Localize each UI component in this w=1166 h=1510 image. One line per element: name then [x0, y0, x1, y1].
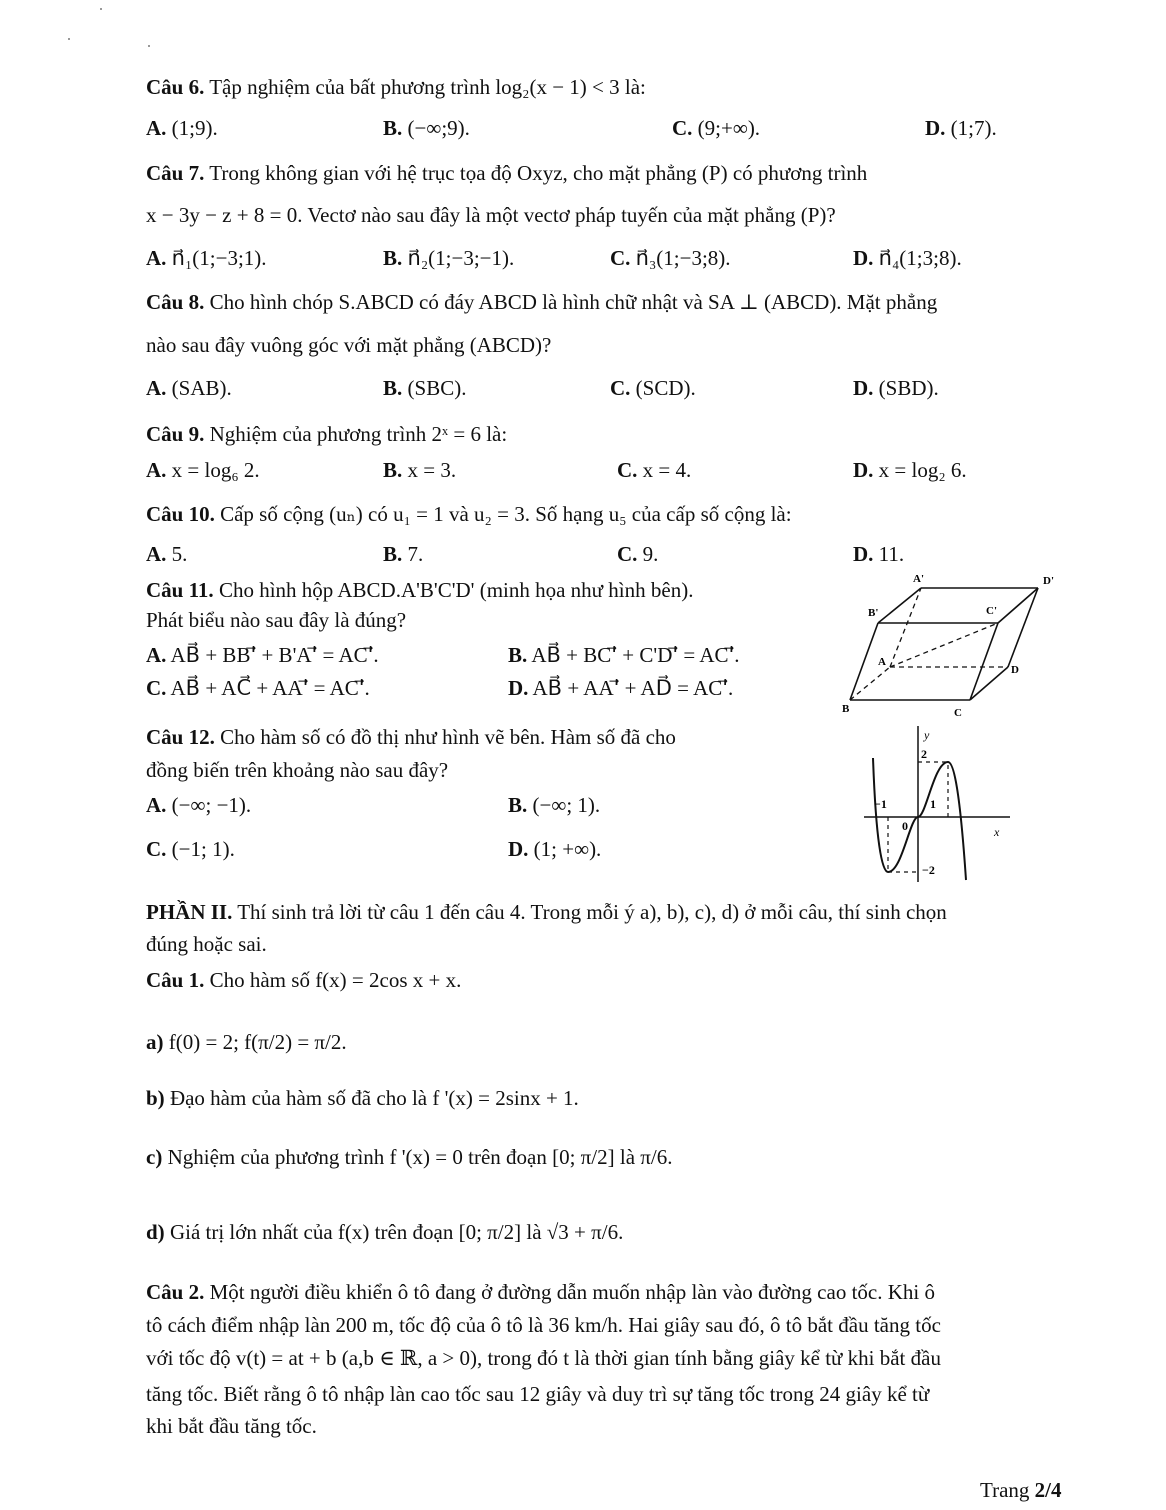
q7-option-a[interactable]	[146, 246, 267, 271]
q12-option-a[interactable]	[146, 793, 251, 818]
option-label: A.	[146, 246, 167, 270]
q11-option-c[interactable]	[146, 676, 370, 701]
q6-option-d[interactable]	[925, 116, 997, 141]
q10-option-b[interactable]	[383, 542, 423, 567]
part2-text-1: Thí sinh trả lời từ câu 1 đến câu 4. Trong mỗi ý a), b), c), d) ở mỗi câu, thí sinh chọn	[237, 900, 947, 924]
q12-stem-line1	[146, 725, 676, 750]
q8-stem-line1	[146, 290, 937, 315]
label-d: D	[1011, 664, 1019, 676]
option-text: (−∞; 1).	[532, 793, 601, 817]
q9-option-b[interactable]	[383, 458, 456, 483]
option-text: n⃗₁(1;−3;1).	[171, 246, 267, 270]
q10-stem	[146, 502, 792, 527]
q10-option-d[interactable]	[853, 542, 904, 567]
q12-option-c[interactable]	[146, 837, 235, 862]
option-label: D.	[925, 116, 946, 140]
p2q1-stem	[146, 968, 461, 993]
option-label: D.	[508, 837, 529, 861]
statement-text: f(0) = 2; f(π/2) = π/2.	[168, 1030, 347, 1054]
q6-label: Câu 6.	[146, 75, 205, 99]
option-label: C.	[672, 116, 693, 140]
statement-label: b)	[146, 1086, 165, 1110]
option-label: B.	[508, 793, 528, 817]
q6-text: Tập nghiệm của bất phương trình log₂(x − 1) < 3 là:	[209, 75, 646, 99]
option-text: (SBD).	[878, 376, 939, 400]
statement-label: d)	[146, 1220, 165, 1244]
option-text: (1; +∞).	[533, 837, 602, 861]
page-number: 2/4	[1034, 1478, 1062, 1502]
option-text: x = log₂ 6.	[878, 458, 967, 482]
q11-stem-line1	[146, 578, 693, 603]
cubic-curve	[873, 758, 966, 880]
option-text: AB⃗ + AC⃗ + AA'⃗ = AC'⃗.	[170, 676, 370, 700]
p2q1-text: Cho hàm số f(x) = 2cos x + x.	[209, 968, 462, 992]
q8-option-a[interactable]	[146, 376, 232, 401]
option-text: (−∞;9).	[407, 116, 470, 140]
q11-label: Câu 11.	[146, 578, 214, 602]
statement-label: c)	[146, 1145, 163, 1169]
q7-option-b[interactable]	[383, 246, 514, 271]
p2q1-statement-d[interactable]	[146, 1220, 623, 1245]
option-text: n⃗₄(1;3;8).	[878, 246, 962, 270]
edge-d1-d	[1008, 588, 1038, 667]
option-label: C.	[146, 676, 167, 700]
option-label: C.	[146, 837, 167, 861]
option-text: n⃗₂(1;−3;−1).	[407, 246, 515, 270]
p2q1-statement-c[interactable]	[146, 1145, 672, 1170]
q7-text-1: Trong không gian với hệ trục tọa độ Oxyz, cho mặt phẳng (P) có phương trình	[209, 161, 868, 185]
option-label: A.	[146, 643, 167, 667]
option-text: (SCD).	[635, 376, 696, 400]
label-one: 1	[930, 797, 936, 811]
label-minus-one: −1	[874, 797, 887, 811]
option-label: D.	[508, 676, 529, 700]
option-text: AB⃗ + BC'⃗ + C'D'⃗ = AC'⃗.	[531, 643, 740, 667]
q8-text-1: Cho hình chóp S.ABCD có đáy ABCD là hình chữ nhật và SA ⊥ (ABCD). Mặt phẳng	[209, 290, 938, 314]
option-label: B.	[383, 116, 403, 140]
q9-option-a[interactable]	[146, 458, 260, 483]
option-label: A.	[146, 376, 167, 400]
p2q2-line1	[146, 1280, 935, 1305]
label-two: 2	[921, 747, 927, 761]
option-label: D.	[853, 542, 874, 566]
q8-option-d[interactable]	[853, 376, 939, 401]
part2-line2: đúng hoặc sai.	[146, 932, 267, 956]
part2-line1	[146, 900, 947, 925]
q6-stem	[146, 75, 646, 100]
q7-option-c[interactable]	[610, 246, 731, 271]
option-text: (−1; 1).	[171, 837, 235, 861]
q9-text: Nghiệm của phương trình 2ˣ = 6 là:	[209, 422, 508, 446]
part2-label: PHẦN II.	[146, 900, 233, 924]
p2q2-text-1: Một người điều khiển ô tô đang ở đường dẫn muốn nhập làn vào đường cao tốc. Khi ô	[209, 1280, 935, 1304]
label-a: A	[878, 656, 886, 668]
label-b1: B'	[868, 607, 879, 619]
label-minus-two: −2	[922, 863, 935, 877]
option-label: C.	[617, 458, 638, 482]
option-label: A.	[146, 542, 167, 566]
footer-text: Trang	[980, 1478, 1035, 1502]
diagonal-a-c1	[890, 623, 998, 667]
q9-option-c[interactable]	[617, 458, 691, 483]
option-label: B.	[383, 376, 403, 400]
option-label: B.	[508, 643, 528, 667]
p2q1-statement-b[interactable]	[146, 1086, 579, 1111]
p2q2-line5: khi bắt đầu tăng tốc.	[146, 1414, 317, 1438]
option-text: (1;7).	[950, 116, 997, 140]
label-y: y	[924, 728, 930, 742]
q9-option-d[interactable]	[853, 458, 967, 483]
option-label: A.	[146, 793, 167, 817]
option-text: AB⃗ + BB'⃗ + B'A'⃗ = AC'⃗.	[170, 643, 379, 667]
page-footer	[980, 1478, 1062, 1503]
option-text: x = 3.	[407, 458, 457, 482]
option-label: C.	[610, 376, 631, 400]
option-text: (1;9).	[171, 116, 218, 140]
statement-text: Giá trị lớn nhất của f(x) trên đoạn [0; π/2] là √3 + π/6.	[169, 1220, 624, 1244]
p2q2-line4: tăng tốc. Biết rằng ô tô nhập làn cao tốc sau 12 giây và duy trì sự tăng tốc trong 24 giây kể từ	[146, 1382, 930, 1406]
label-d1: D'	[1043, 575, 1054, 587]
option-label: D.	[853, 376, 874, 400]
option-text: x = log₆ 2.	[171, 458, 260, 482]
option-label: A.	[146, 116, 167, 140]
q7-option-d[interactable]	[853, 246, 962, 271]
label-c1: C'	[986, 605, 997, 617]
q7-label: Câu 7.	[146, 161, 205, 185]
option-label: B.	[383, 458, 403, 482]
option-label: B.	[383, 246, 403, 270]
label-c: C	[954, 707, 962, 719]
option-label: C.	[610, 246, 631, 270]
q12-stem-line2: đồng biến trên khoảng nào sau đây?	[146, 758, 449, 782]
parallelepiped-figure	[838, 568, 1068, 728]
p2q2-line3: với tốc độ v(t) = at + b (a,b ∈ ℝ, a > 0), trong đó t là thời gian tính bằng giây kể từ khi bắt đầu	[146, 1346, 941, 1370]
option-text: (SBC).	[407, 376, 467, 400]
q6-option-c[interactable]	[672, 116, 760, 141]
q11-option-b[interactable]	[508, 643, 740, 668]
p2q2-label: Câu 2.	[146, 1280, 205, 1304]
option-text: 5.	[171, 542, 188, 566]
option-label: D.	[853, 458, 874, 482]
q12-option-d[interactable]	[508, 837, 601, 862]
statement-text: Nghiệm của phương trình f '(x) = 0 trên đoạn [0; π/2] là π/6.	[167, 1145, 673, 1169]
q12-label: Câu 12.	[146, 725, 215, 749]
q8-option-b[interactable]	[383, 376, 466, 401]
label-a1: A'	[913, 573, 924, 585]
p2q1-label: Câu 1.	[146, 968, 205, 992]
statement-text: Đạo hàm của hàm số đã cho là f '(x) = 2sinx + 1.	[169, 1086, 579, 1110]
option-text: (−∞; −1).	[171, 793, 252, 817]
scan-speck	[68, 38, 70, 40]
option-label: B.	[383, 542, 403, 566]
cubic-graph-figure	[860, 722, 1020, 887]
label-zero: 0	[902, 819, 908, 833]
q11-stem-line2: Phát biểu nào sau đây là đúng?	[146, 608, 407, 632]
q7-stem-line2: x − 3y − z + 8 = 0. Vectơ nào sau đây là một vectơ pháp tuyến của mặt phẳng (P)?	[146, 203, 836, 227]
q12-option-b[interactable]	[508, 793, 600, 818]
q11-option-a[interactable]	[146, 643, 379, 668]
q10-option-c[interactable]	[617, 542, 658, 567]
q9-stem	[146, 422, 507, 447]
p2q1-statement-a[interactable]	[146, 1030, 347, 1055]
option-text: (9;+∞).	[697, 116, 761, 140]
option-text: AB⃗ + AA'⃗ + AD⃗ = AC'⃗.	[532, 676, 734, 700]
q10-label: Câu 10.	[146, 502, 215, 526]
option-text: 11.	[878, 542, 905, 566]
option-label: D.	[853, 246, 874, 270]
option-text: (SAB).	[171, 376, 232, 400]
option-label: C.	[617, 542, 638, 566]
option-label: A.	[146, 458, 167, 482]
option-text: x = 4.	[642, 458, 692, 482]
q11-text-1: Cho hình hộp ABCD.A'B'C'D' (minh họa như hình bên).	[218, 578, 694, 602]
p2q2-line2: tô cách điểm nhập làn 200 m, tốc độ của ô tô là 36 km/h. Hai giây sau đó, ô tô bắt đầu tăng tốc	[146, 1313, 941, 1337]
scan-speck	[148, 45, 150, 47]
q8-label: Câu 8.	[146, 290, 205, 314]
q7-stem-line1	[146, 161, 867, 186]
q11-option-d[interactable]	[508, 676, 733, 701]
scan-speck	[100, 8, 102, 10]
q6-option-a[interactable]	[146, 116, 218, 141]
option-text: n⃗₃(1;−3;8).	[635, 246, 731, 270]
label-x: x	[994, 825, 1000, 839]
option-text: 9.	[642, 542, 659, 566]
option-text: 7.	[407, 542, 424, 566]
q6-option-b[interactable]	[383, 116, 470, 141]
q8-stem-line2: nào sau đây vuông góc với mặt phẳng (ABCD)?	[146, 333, 552, 357]
q8-option-c[interactable]	[610, 376, 696, 401]
q10-text: Cấp số cộng (uₙ) có u₁ = 1 và u₂ = 3. Số hạng u₅ của cấp số cộng là:	[220, 502, 792, 526]
q12-text-1: Cho hàm số có đồ thị như hình vẽ bên. Hàm số đã cho	[220, 725, 676, 749]
statement-label: a)	[146, 1030, 164, 1054]
label-b: B	[842, 703, 850, 715]
q9-label: Câu 9.	[146, 422, 205, 446]
q10-option-a[interactable]	[146, 542, 187, 567]
